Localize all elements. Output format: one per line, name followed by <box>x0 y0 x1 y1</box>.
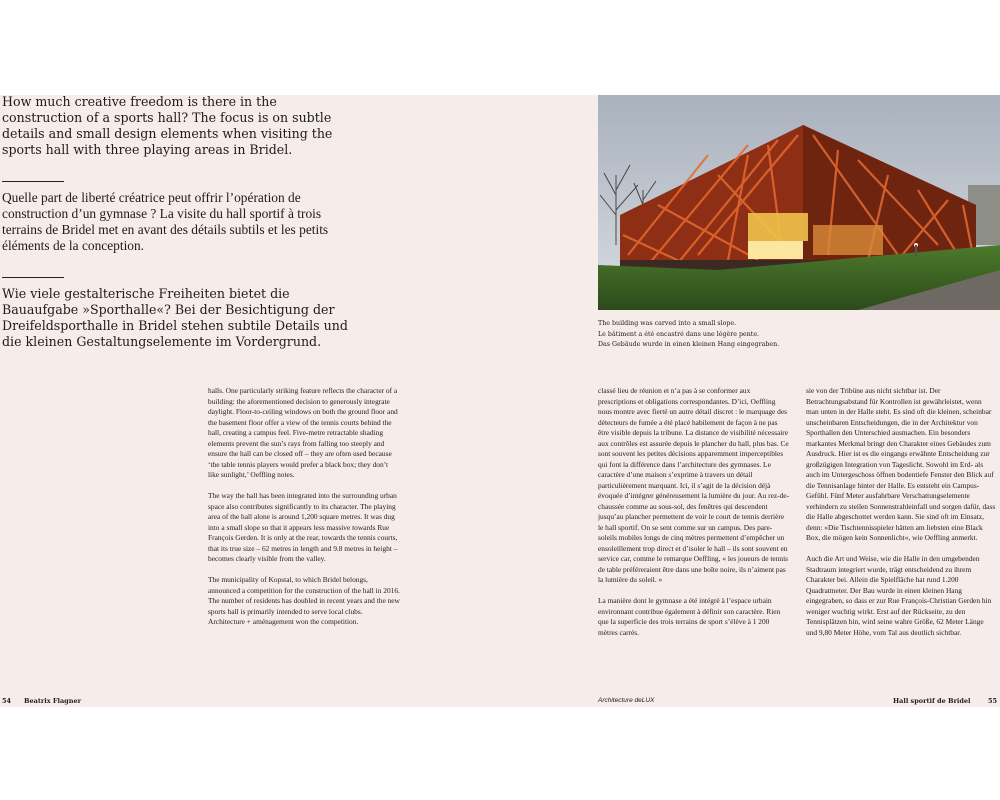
building-photo-icon <box>598 95 1000 310</box>
paragraph: classé lieu de réunion et n’a pas à se conformer aux prescriptions et obligations correspondantes. D’ici, Oeffling nous montre avec fierté un autre détail discret : le marquage des détecteurs de fumée a été placé habilement de façon à ne pas être visible depuis la tribune. La distance de visibilité nécessaire aux contrôles est assurée depuis le plancher du hall, plus bas. Ce sont souvent les petites décisions apparemment imperceptibles qui font la différence dans l’architecture des gymnases. Le caractère d’une maison s’exprime à travers un détail particulièrement marquant. Ici, il s’agit de la décision déjà évoquée d’intégrer généreusement la lumière du jour. Au rez-de-chaussée comme au sous-sol, des fenêtres qui descendent jusqu’au plancher permettent de voir le court de tennis derrière le hall sportif. On se sent comme sur un campus. Des pare-soleils mobiles longs de cinq mètres permettent d’empêcher un ensoleillement trop direct et d’isoler le hall – ils sont souvent en service car, comme le remarque Oeffling, « les joueurs de tennis de table préféreraient être dans une boîte noire, ils n’aiment pas la lumière du soleil. » <box>598 386 790 584</box>
divider-rule <box>2 181 64 182</box>
column-french <box>598 386 790 649</box>
caption-german: Das Gebäude wurde in einen kleinen Hang eingegraben. <box>598 341 780 348</box>
column-german <box>806 386 996 649</box>
building-photo <box>598 95 1000 310</box>
paragraph: The way the hall has been integrated into the surrounding urban space also contributes significantly to its character. The playing area of the hall alone is around 1,200 square metres. It was dug into a small slope so that it appears less massive towards Rue François Gerden. It is only at the rear, towards the tennis courts, that its true size – 62 metres in length and 9.8 metres in height – becomes clearly visible from the valley. <box>208 491 398 563</box>
page-number-left: 54 <box>2 697 12 705</box>
photo-caption <box>598 319 898 351</box>
magazine-name: Architecture deLUX <box>598 697 655 704</box>
paragraph: halls. One particularly striking feature reflects the character of a building: the aforementioned decision to generously integrate daylight. Floor-to-ceiling windows on both the ground floor and the basement floor offer a view of the tennis courts behind the hall, creating a campus feel. Five-metre retractable shading elements prevent the sun’s rays from falling too steeply and ensure the hall can be closed off – they are often used because ‘the table tennis players would prefer a black box; they don’t like sunlight,’ Oeffling notes. <box>208 386 398 479</box>
page-number-right: 55 <box>988 697 998 705</box>
paragraph: sie von der Tribüne aus nicht sichtbar ist. Der Betrachtungsabstand für Kontrollen ist gewährleistet, wenn man unten in der Halle steht. Es sind oft die kleinen, scheinbar unscheinbaren Entscheidungen, die in der Architektur von Sporthallen den Unterschied ausmachen. Ein besonders markantes Merkmal bringt den Charakter eines Gebäudes zum Ausdruck. Hier ist es die eingangs erwähnte Entscheidung zur großzügigen Integration von Tageslicht. Sowohl im Erd- als auch im Untergeschoss öffnen bodentiefe Fenster den Blick auf die Tennisanlage hinter der Halle. Es entsteht ein Campus-Gefühl. Fünf Meter ausfahrbare Verschattungselemente verhindern zu steilen Sonnenstrahleinfall und sorgen dafür, dass die Halle abgeschottet werden kann. Sie sind oft im Einsatz, denn: »Die Tischtennisspieler hätten am liebsten eine Black Box, die mögen kein Sonnenlicht«, wie Oeffling anmerkt. <box>806 386 996 542</box>
column-english <box>208 386 400 638</box>
intro-german: Wie viele gestalterische Freiheiten bietet die Bauaufgabe »Sporthalle«? Bei der Besichtigung der Dreifeldsporthalle in Bridel stehen subtile Details und die kleinen Gestaltungselemente im Vordergrund. <box>2 286 348 349</box>
intro-english: How much creative freedom is there in the construction of a sports hall? The focus is on subtle details and small design elements when visiting the sports hall with three playing areas in Bridel. <box>2 94 333 157</box>
intro-french: Quelle part de liberté créatrice peut offrir l’opération de construction d’un gymnase ? La visite du hall sportif à trois terrains de Bridel met en avant des détails subtils et les petits éléments de la conception. <box>2 190 329 253</box>
paragraph: The municipality of Kopstal, to which Bridel belongs, announced a competition for the construction of the hall in 2016. The number of residents has doubled in recent years and the new sports hall is primarily intended to serve local clubs. Architecture + aménagement won the competition. <box>208 575 400 626</box>
paragraph: Auch die Art und Weise, wie die Halle in den umgebenden Stadtraum integriert wurde, trägt entscheidend zu ihrem Charakter bei. Allein die Spielfläche hat rund 1.200 Quadratmeter. Der Bau wurde in einen kleinen Hang eingegraben, so dass er zur Rue François-Christian Gerden hin weniger wuchtig wirkt. Erst auf der Rückseite, zu den Tennisplätzen hin, wird seine wahre Größe, 62 Meter Länge und 9,80 Meter Höhe, vom Tal aus deutlich sichtbar. <box>806 554 992 637</box>
caption-french: Le bâtiment a été encastré dans une légère pente. <box>598 330 760 338</box>
caption-english: The building was carved into a small slope. <box>598 320 737 327</box>
author-name: Beatrix Flagner <box>24 697 82 705</box>
paragraph: La manière dont le gymnase a été intégré à l’espace urbain environnant contribue également à définir son caractère. Rien que la superficie des trois terrains de sport s’élève à 1 200 mètres carrés. <box>598 596 781 637</box>
divider-rule <box>2 277 64 278</box>
section-title: Hall sportif de Bridel <box>893 697 971 705</box>
